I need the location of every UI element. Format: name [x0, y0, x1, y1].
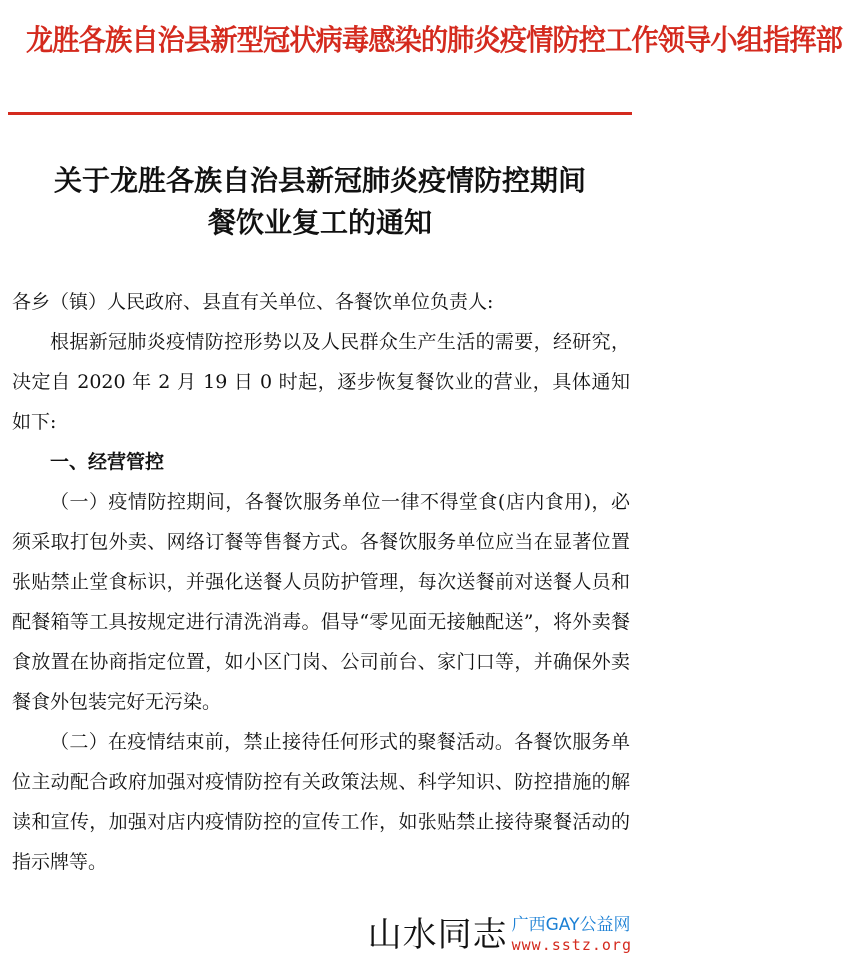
- intro-paragraph: 根据新冠肺炎疫情防控形势以及人民群众生产生活的需要，经研究，决定自 2020 年 2 月 19 日 0 时起，逐步恢复餐饮业的营业，具体通知如下:: [12, 331, 630, 433]
- document-title: [0, 160, 640, 244]
- paragraph-2: （二）在疫情结束前，禁止接待任何形式的聚餐活动。各餐饮服务单位主动配合政府加强对疫情防控有关政策法规、科学知识、防控措施的解读和宣传，加强对店内疫情防控的宣传工作，如张贴禁止接待聚餐活动的指示牌等。: [12, 731, 630, 873]
- watermark: [368, 903, 632, 955]
- document-body: [12, 282, 630, 882]
- watermark-site: [512, 915, 632, 955]
- issuer-title: 龙胜各族自治县新型冠状病毒感染的肺炎疫情防控工作领导小组指挥部: [26, 23, 842, 57]
- red-divider-line: [8, 112, 632, 115]
- salutation: 各乡（镇）人民政府、县直有关单位、各餐饮单位负责人:: [12, 291, 494, 313]
- issuer-header: [0, 18, 842, 59]
- watermark-brand: 山水同志: [367, 915, 508, 955]
- paragraph-1: （一）疫情防控期间，各餐饮服务单位一律不得堂食(店内食用)，必须采取打包外卖、网络订餐等售餐方式。各餐饮服务单位应当在显著位置张贴禁止堂食标识，并强化送餐人员防护管理，每次送餐前对送餐人员和配餐箱等工具按规定进行清洗消毒。倡导“零见面无接触配送”，将外卖餐食放置在协商指定位置，如小区门岗、公司前台、家门口等，并确保外卖餐食外包装完好无污染。: [12, 491, 630, 713]
- watermark-site-name: 广西GAY公益网: [511, 915, 631, 935]
- document-title-line-1: 关于龙胜各族自治县新冠肺炎疫情防控期间: [53, 164, 586, 197]
- section-heading-1: 一、经营管控: [50, 451, 165, 473]
- watermark-url: www.sstz.org: [511, 936, 632, 954]
- document-title-line-2: 餐饮业复工的通知: [207, 206, 432, 239]
